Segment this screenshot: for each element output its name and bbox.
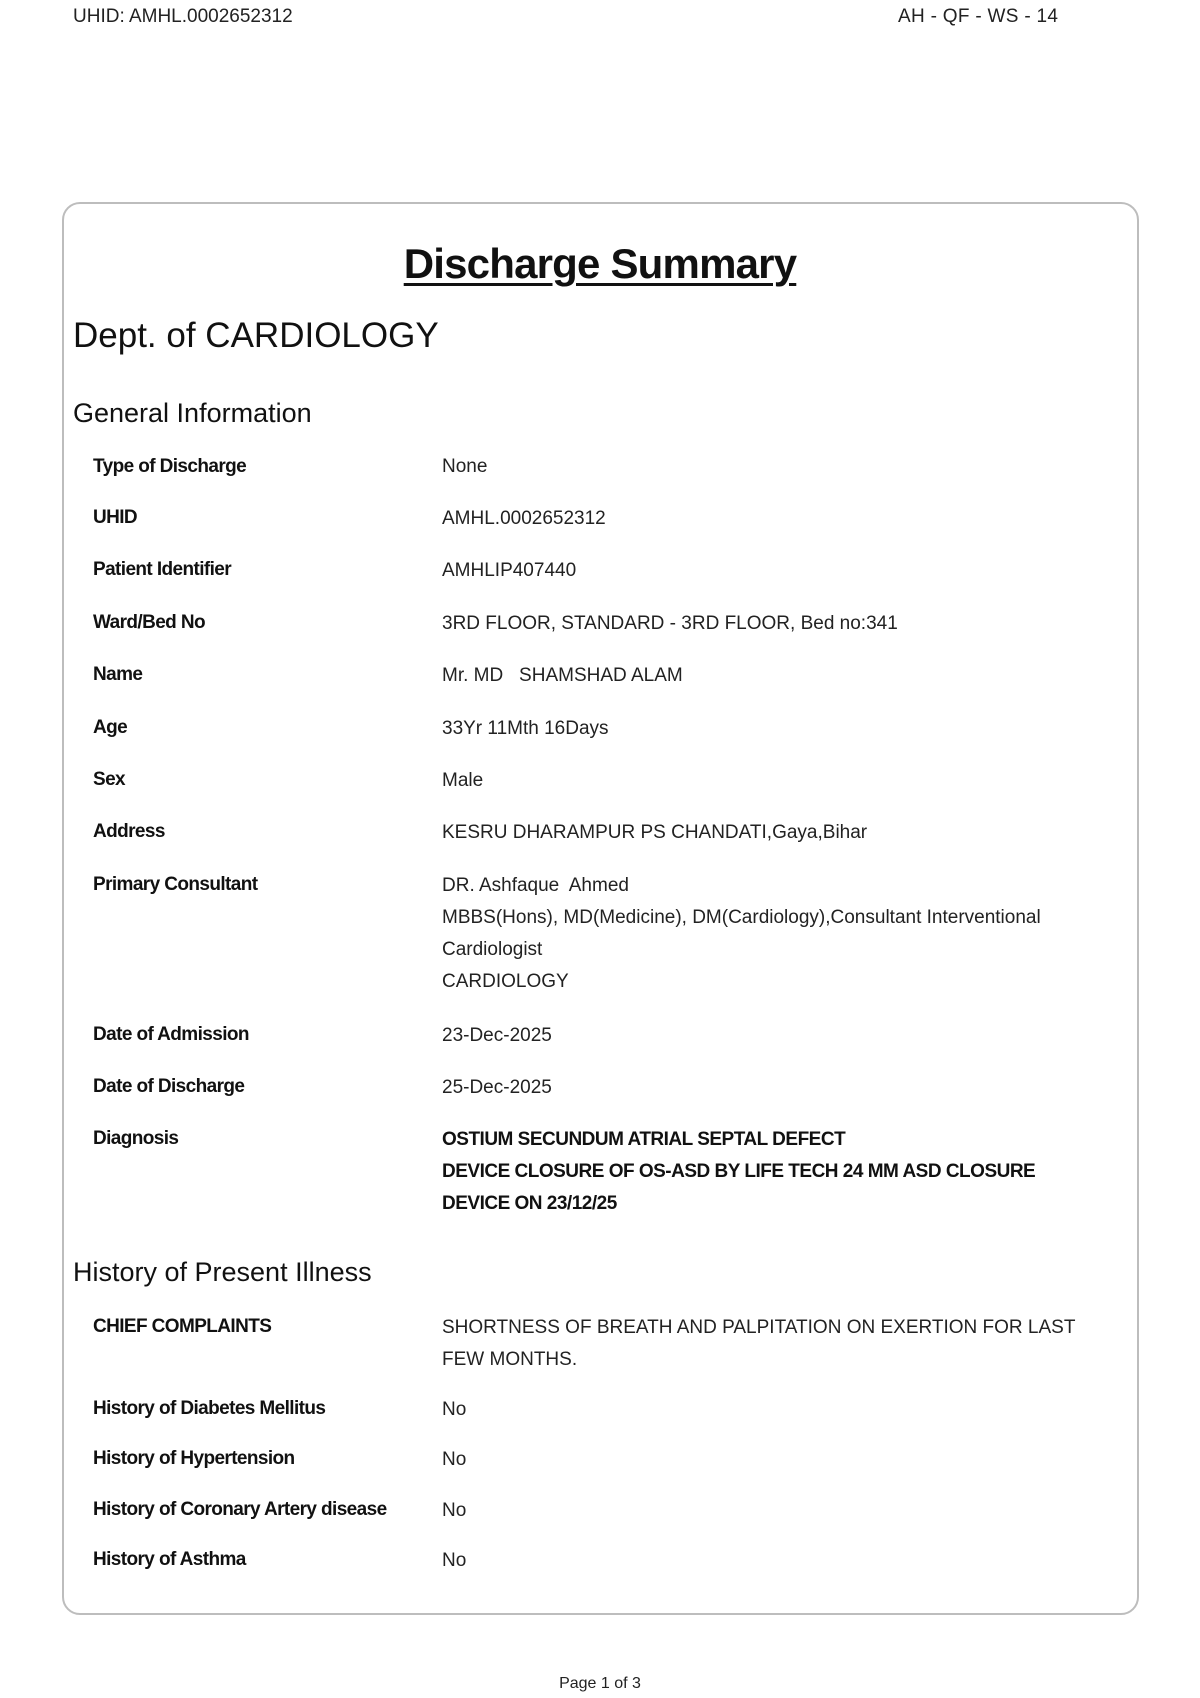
value-line: 33Yr 11Mth 16Days <box>442 718 609 739</box>
value-line: AMHL.0002652312 <box>442 508 606 529</box>
page-number: Page 1 of 3 <box>559 1675 641 1692</box>
field-label-type-of-discharge: Type of Discharge <box>93 456 247 477</box>
header-uhid: UHID: AMHL.0002652312 <box>73 6 293 27</box>
field-value-history-asthma <box>442 1545 1132 1577</box>
field-label-address: Address <box>93 821 165 842</box>
value-line: 25-Dec-2025 <box>442 1077 552 1098</box>
value-line: No <box>442 1550 467 1571</box>
value-line: OSTIUM SECUNDUM ATRIAL SEPTAL DEFECT <box>442 1129 846 1150</box>
field-label-date-of-admission: Date of Admission <box>93 1024 249 1045</box>
document-title: Discharge Summary <box>403 240 797 287</box>
value-line: 3RD FLOOR, STANDARD - 3RD FLOOR, Bed no:341 <box>442 613 898 634</box>
value-line: SHORTNESS OF BREATH AND PALPITATION ON EXERTION FOR LAST <box>442 1317 1076 1338</box>
value-line: 23-Dec-2025 <box>442 1025 552 1046</box>
field-label-sex: Sex <box>93 769 126 790</box>
field-label-primary-consultant: Primary Consultant <box>93 874 258 895</box>
value-line: Cardiologist <box>442 939 543 960</box>
field-value-primary-consultant <box>442 870 1132 998</box>
field-value-ward-bed-no <box>442 608 1132 640</box>
value-line: No <box>442 1449 467 1470</box>
field-value-uhid <box>442 503 1132 535</box>
field-label-chief-complaints: CHIEF COMPLAINTS <box>93 1316 272 1337</box>
field-label-diagnosis: Diagnosis <box>93 1128 179 1149</box>
field-value-diagnosis <box>442 1124 1132 1220</box>
value-line: None <box>442 456 488 477</box>
value-line: MBBS(Hons), MD(Medicine), DM(Cardiology),Consultant Interventional <box>442 907 1041 928</box>
field-value-date-of-discharge <box>442 1072 1132 1104</box>
field-label-history-hypertension: History of Hypertension <box>93 1448 295 1469</box>
field-value-address <box>442 817 1132 849</box>
value-line: DEVICE ON 23/12/25 <box>442 1193 617 1214</box>
value-line: AMHLIP407440 <box>442 560 577 581</box>
value-line: FEW MONTHS. <box>442 1349 578 1370</box>
field-label-uhid: UHID <box>93 507 138 528</box>
field-value-history-hypertension <box>442 1444 1132 1476</box>
field-value-history-coronary-artery-disease <box>442 1495 1132 1527</box>
field-label-history-coronary-artery-disease: History of Coronary Artery disease <box>93 1499 387 1520</box>
value-line: CARDIOLOGY <box>442 971 569 992</box>
value-line: Mr. MD SHAMSHAD ALAM <box>442 665 683 686</box>
field-value-date-of-admission <box>442 1020 1132 1052</box>
value-line: No <box>442 1399 467 1420</box>
value-line: KESRU DHARAMPUR PS CHANDATI,Gaya,Bihar <box>442 822 868 843</box>
section-heading-general-information: General Information <box>73 398 312 428</box>
department-heading: Dept. of CARDIOLOGY <box>73 316 439 355</box>
field-label-patient-identifier: Patient Identifier <box>93 559 232 580</box>
field-value-type-of-discharge <box>442 451 1132 483</box>
field-label-age: Age <box>93 717 128 738</box>
field-label-history-asthma: History of Asthma <box>93 1549 246 1570</box>
value-line: No <box>442 1500 467 1521</box>
header-form-code: AH - QF - WS - 14 <box>898 6 1059 27</box>
field-label-date-of-discharge: Date of Discharge <box>93 1076 245 1097</box>
value-line: DEVICE CLOSURE OF OS-ASD BY LIFE TECH 24 MM ASD CLOSURE <box>442 1161 1036 1182</box>
value-line: Male <box>442 770 484 791</box>
value-line: DR. Ashfaque Ahmed <box>442 875 629 896</box>
field-value-age <box>442 713 1132 745</box>
field-label-name: Name <box>93 664 143 685</box>
field-label-ward-bed-no: Ward/Bed No <box>93 612 205 633</box>
field-value-history-diabetes <box>442 1394 1132 1426</box>
field-label-history-diabetes: History of Diabetes Mellitus <box>93 1398 326 1419</box>
field-value-patient-identifier <box>442 555 1132 587</box>
field-value-sex <box>442 765 1132 797</box>
field-value-name <box>442 660 1132 692</box>
section-heading-history-of-present-illness: History of Present Illness <box>73 1257 372 1287</box>
field-value-chief-complaints <box>442 1312 1132 1376</box>
